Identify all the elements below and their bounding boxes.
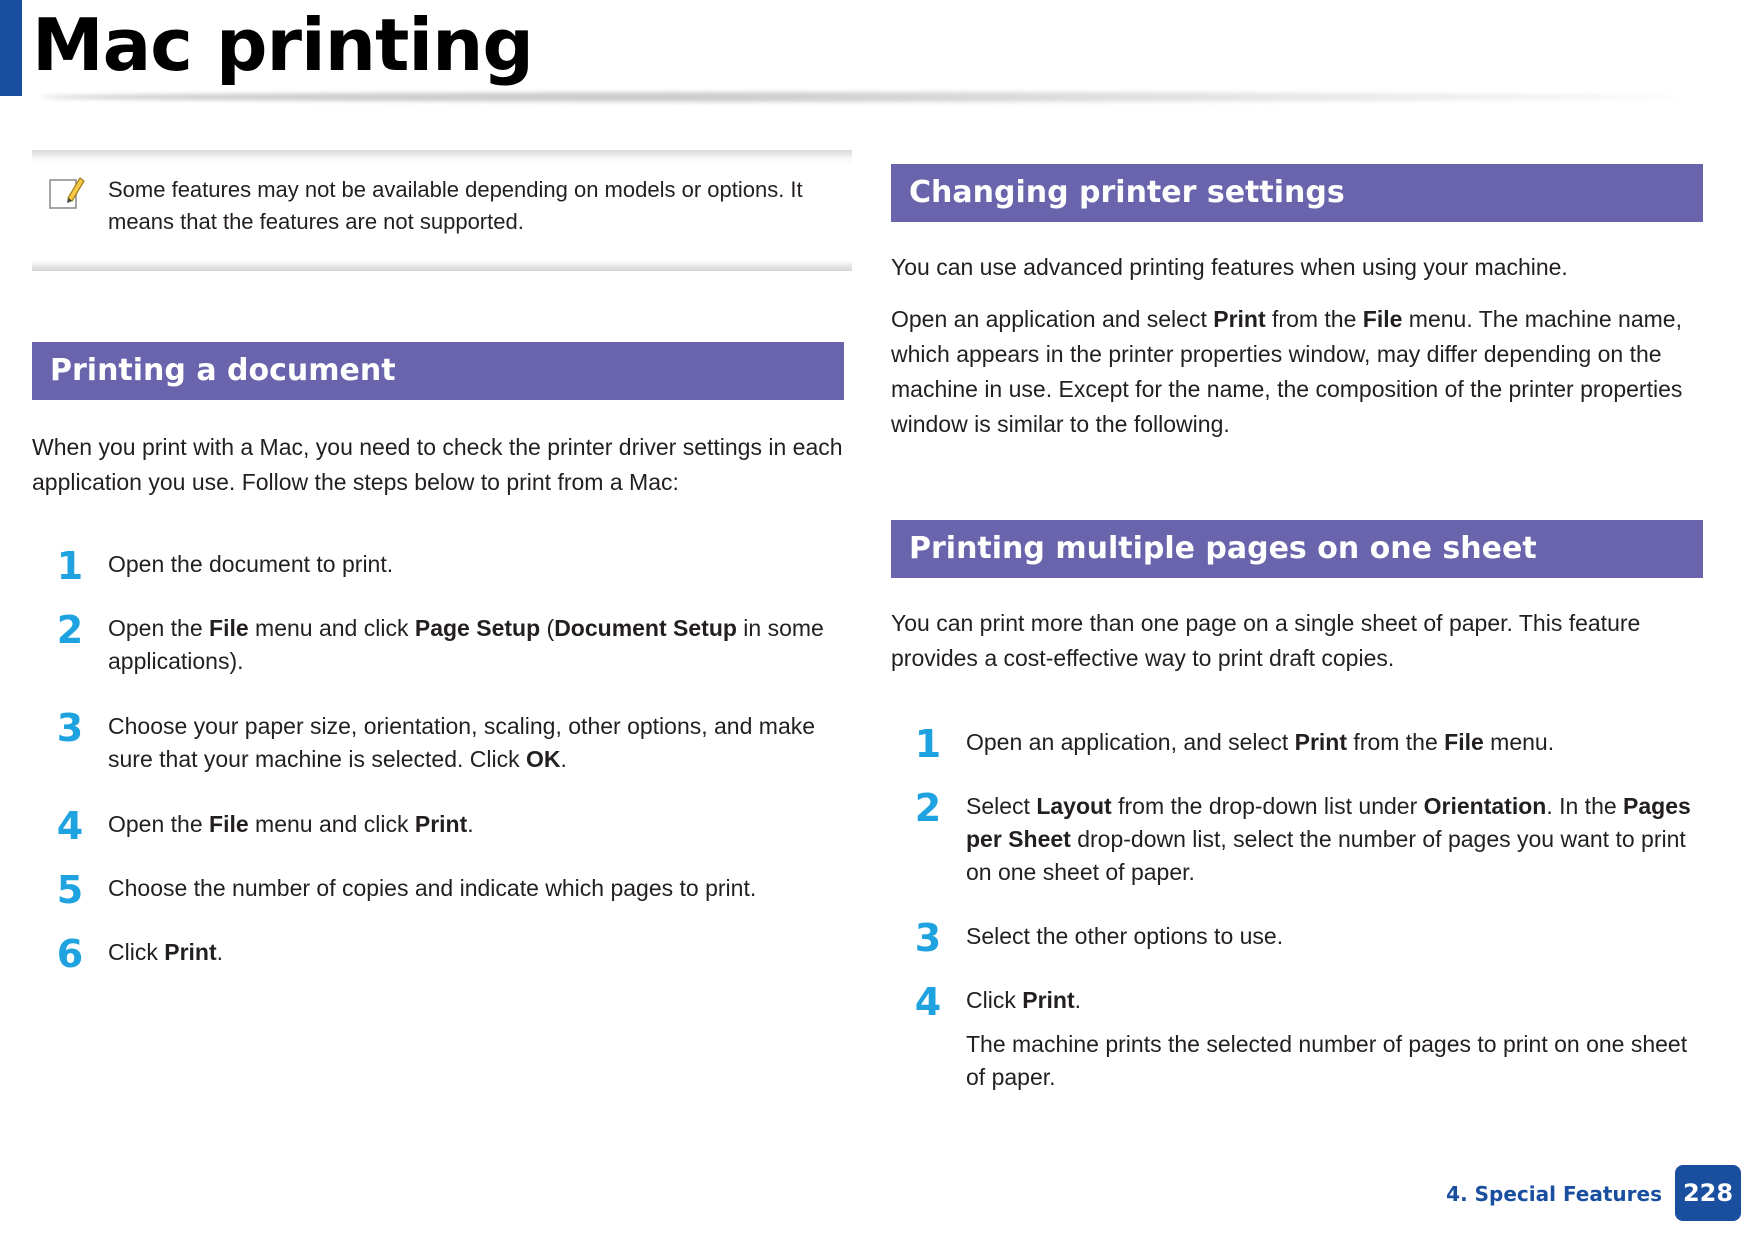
bold-term: Orientation	[1423, 793, 1547, 819]
page-title: Mac printing	[32, 3, 533, 87]
step-number: 1	[914, 722, 942, 766]
note-text: Some features may not be available depending on models or options. It means that the features are not supported.	[108, 177, 803, 234]
title-divider	[40, 92, 1680, 102]
footer-section-label: 4. Special Features	[1446, 1182, 1662, 1206]
section-heading-printing-document: Printing a document	[32, 342, 844, 400]
step-number: 2	[914, 786, 942, 830]
step-number: 1	[56, 544, 84, 588]
step-number: 3	[914, 916, 942, 960]
step-number: 2	[56, 608, 84, 652]
page-number-badge: 228	[1675, 1165, 1741, 1221]
step-text: Choose your paper size, orientation, scaling, other options, and make sure that your machine is selected. Click OK.	[108, 713, 816, 772]
changing-settings-para2: Open an application and select Print from the File menu. The machine name, which appears in the printer properties window, may differ depending on the machine in use. Except for the name, the composition of the printer properties window is similar to the following.	[891, 306, 1683, 437]
bold-term: Print	[1213, 306, 1266, 332]
title-accent-bar	[0, 0, 22, 96]
bold-term: Print	[164, 939, 217, 965]
step-number: 6	[56, 932, 84, 976]
bold-term: File	[209, 811, 249, 837]
bold-term: Document Setup	[554, 615, 737, 641]
multiple-pages-intro: You can print more than one page on a single sheet of paper. This feature provides a cost-effective way to print draft copies.	[891, 610, 1641, 671]
step-text: Open the File menu and click Page Setup (Document Setup in some applications).	[108, 615, 824, 674]
note-box	[32, 150, 852, 271]
multiple-pages-result: The machine prints the selected number of pages to print on one sheet of paper.	[966, 1031, 1688, 1090]
printing-document-intro: When you print with a Mac, you need to check the printer driver settings in each application you use. Follow the steps below to print from a Mac:	[32, 434, 843, 495]
step-text: Select the other options to use.	[966, 923, 1284, 949]
step-text: Select Layout from the drop-down list under Orientation. In the Pages per Sheet drop-down list, select the number of pages you want to print on one sheet of paper.	[966, 793, 1691, 885]
bold-term: Pages per Sheet	[966, 793, 1691, 852]
step-number: 5	[56, 868, 84, 912]
bold-term: Layout	[1036, 793, 1112, 819]
bold-term: Print	[1294, 729, 1348, 755]
step-text: Choose the number of copies and indicate which pages to print.	[108, 875, 757, 901]
step-text: Click Print.	[108, 939, 224, 965]
bold-term: Page Setup	[414, 615, 541, 641]
step-text: Open an application, and select Print from the File menu.	[966, 729, 1555, 755]
bold-term: File	[1444, 729, 1484, 755]
note-pencil-icon	[46, 172, 86, 212]
step-text: Open the document to print.	[108, 551, 394, 577]
section-heading-changing-settings: Changing printer settings	[891, 164, 1703, 222]
bold-term: File	[1362, 306, 1403, 332]
bold-term: Print	[1022, 987, 1075, 1013]
step-text: Click Print.	[966, 987, 1082, 1013]
bold-term: OK	[526, 746, 561, 772]
section-heading-multiple-pages: Printing multiple pages on one sheet	[891, 520, 1703, 578]
step-number: 4	[914, 980, 942, 1024]
bold-term: File	[209, 615, 249, 641]
bold-term: Print	[414, 811, 468, 837]
step-number: 4	[56, 804, 84, 848]
step-number: 3	[56, 706, 84, 750]
step-text: Open the File menu and click Print.	[108, 811, 474, 837]
changing-settings-para1: You can use advanced printing features when using your machine.	[891, 254, 1568, 280]
